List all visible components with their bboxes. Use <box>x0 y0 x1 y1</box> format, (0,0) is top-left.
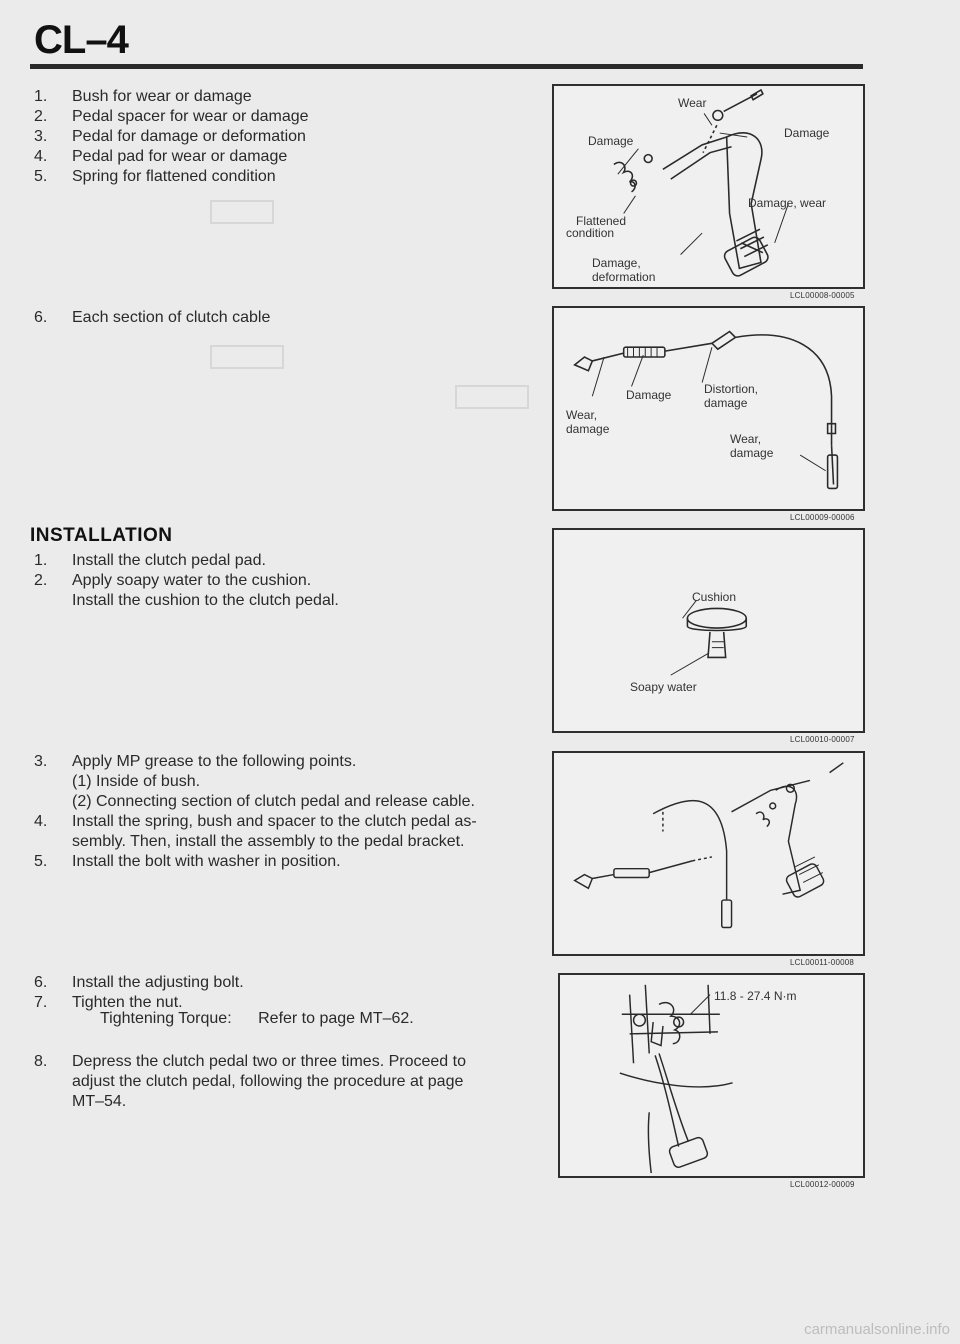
sub-step: (2) Connecting section of clutch pedal and release cable. <box>72 793 475 810</box>
figure-cushion: Cushion Soapy water <box>552 528 865 733</box>
bleed-through-shape <box>455 385 529 409</box>
cushion-illustration <box>554 530 863 731</box>
figure-code: LCL00012-00009 <box>790 1180 855 1189</box>
figure-pedal-assembly <box>552 751 865 956</box>
figure-code: LCL00008-00005 <box>790 291 855 300</box>
watermark: carmanualsonline.info <box>804 1321 950 1338</box>
figure-code: LCL00010-00007 <box>790 735 855 744</box>
torque-label: Tightening Torque: <box>100 1010 232 1027</box>
torque-illustration <box>560 975 863 1176</box>
torque-value: Refer to page MT–62. <box>258 1010 414 1027</box>
figure-torque: 11.8 - 27.4 N·m <box>558 973 865 1178</box>
figure-pedal-inspection: Wear Damage Damage Flattened condition Damage, wear Damage, deformation <box>552 84 865 289</box>
bleed-through-shape <box>210 345 284 369</box>
step-continuation: adjust the clutch pedal, following the procedure at page <box>72 1073 464 1090</box>
section-heading: INSTALLATION <box>30 525 173 546</box>
header-rule <box>30 64 863 69</box>
tightening-torque <box>100 1010 414 1028</box>
step-continuation: MT–54. <box>72 1093 127 1110</box>
bleed-through-shape <box>210 200 274 224</box>
figure-code: LCL00009-00006 <box>790 513 855 522</box>
figure-code: LCL00011-00008 <box>790 958 855 967</box>
sub-step: (1) Inside of bush. <box>72 773 201 790</box>
figure-clutch-cable: Damage Distortion, damage Wear, damage Wear, damage <box>552 306 865 511</box>
pedal-assembly-illustration <box>554 753 863 954</box>
page-code: CL–4 <box>34 18 128 62</box>
